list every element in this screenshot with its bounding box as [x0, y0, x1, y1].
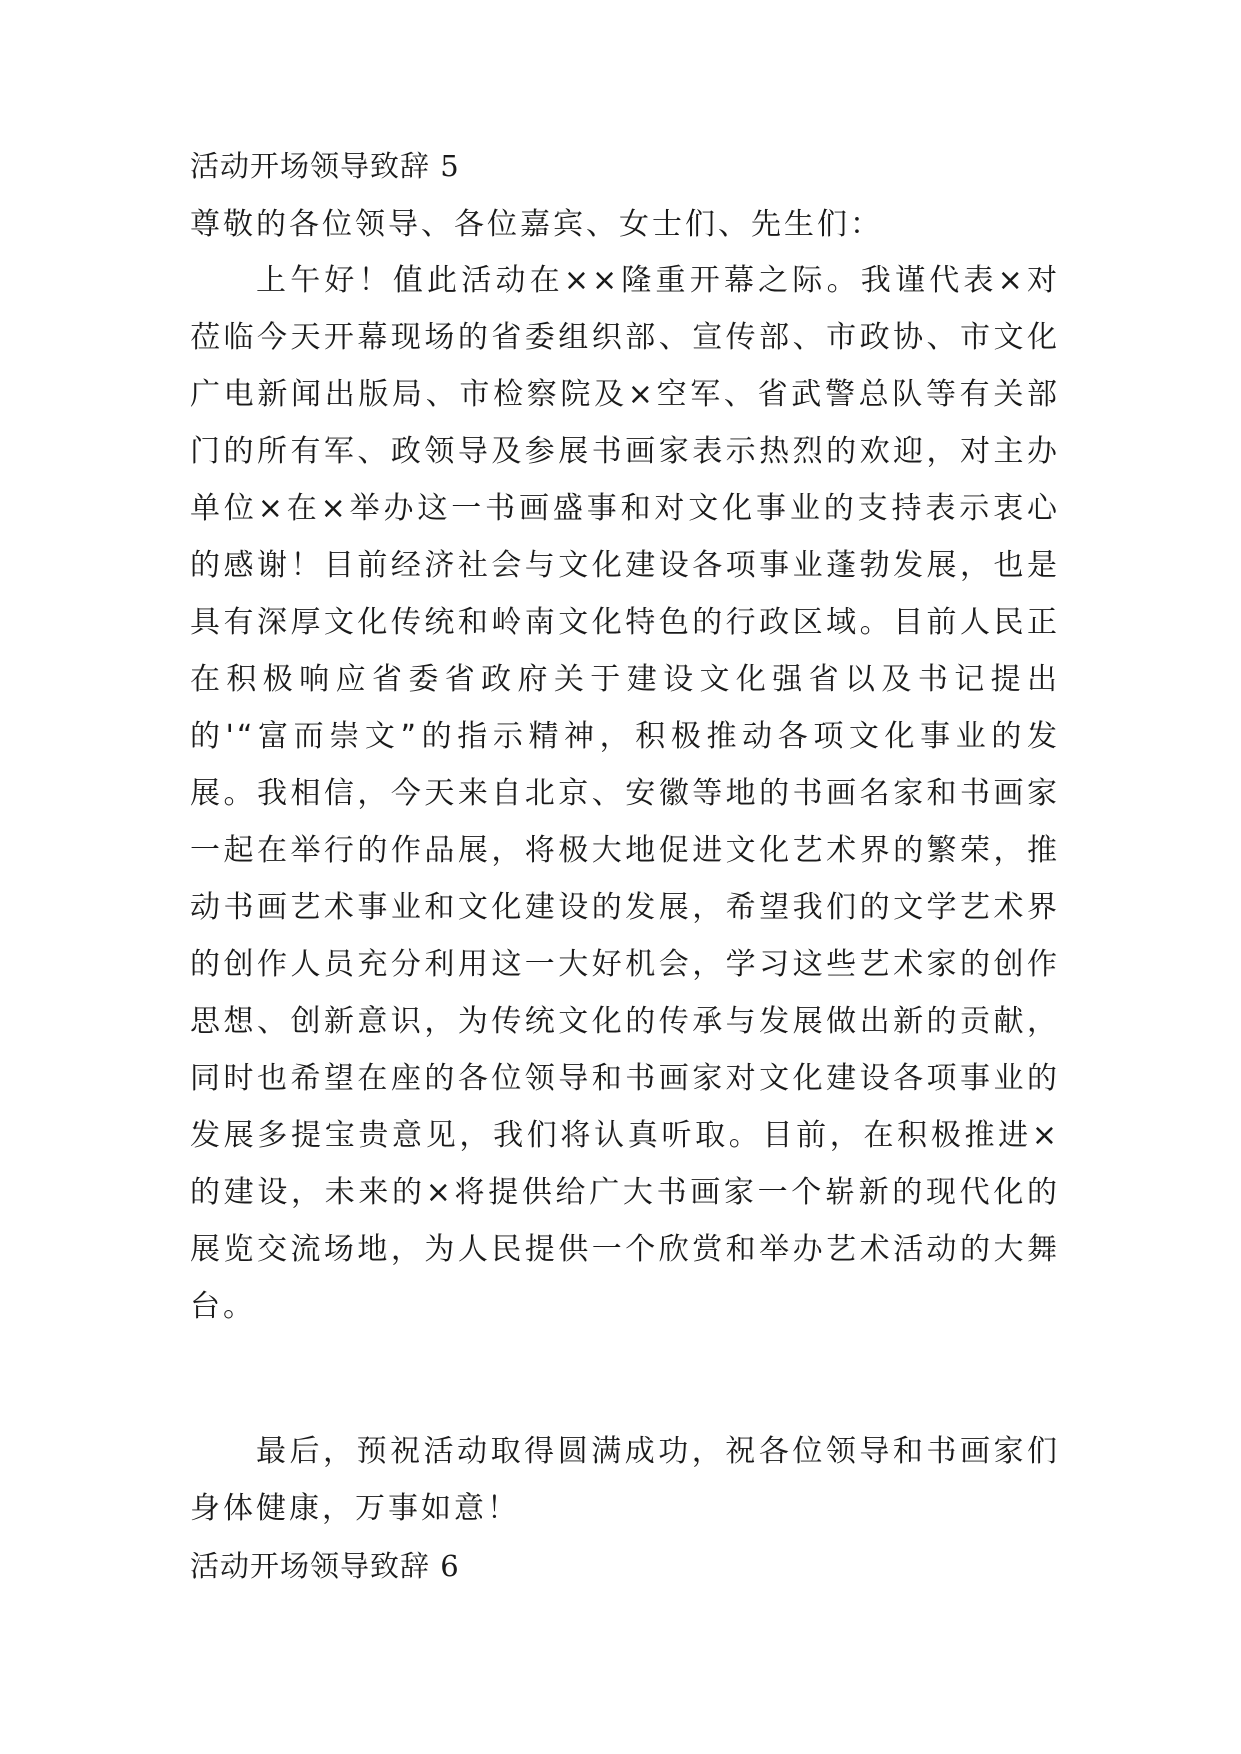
body-paragraph-2: 最后，预祝活动取得圆满成功，祝各位领导和书画家们身体健康，万事如意！: [190, 1434, 1060, 1526]
salutation: 尊敬的各位领导、各位嘉宾、女士们、先生们：: [190, 207, 883, 242]
section-heading-6: 活动开场领导致辞 6: [190, 1549, 460, 1583]
body-paragraph-1: 上午好！值此活动在××隆重开幕之际。我谨代表×对莅临今天开幕现场的省委组织部、宣传部、市政协、市文化广电新闻出版局、市检察院及×空军、省武警总队等有关部门的所有军、政领导及参展书画家表示热烈的欢迎，对主办单位×在×举办这一书画盛事和对文化事业的支持表示衷心的感谢！目前经济社会与文化建设各项事业蓬勃发展，也是具有深厚文化传统和岭南文化特色的行政区域。目前人民正在积极响应省委省政府关于建设文化强省以及书记提出的'“富而崇文”的指示精神，积极推动各项文化事业的发展。我相信，今天来自北京、安徽等地的书画名家和书画家一起在举行的作品展，将极大地促进文化艺术界的繁荣，推动书画艺术事业和文化建设的发展，希望我们的文学艺术界的创作人员充分利用这一大好机会，学习这些艺术家的创作思想、创新意识，为传统文化的传承与发展做出新的贡献，同时也希望在座的各位领导和书画家对文化建设各项事业的发展多提宝贵意见，我们将认真听取。目前，在积极推进×的建设，未来的×将提供给广大书画家一个崭新的现代化的展览交流场地，为人民提供一个欣赏和举办艺术活动的大舞台。: [190, 263, 1060, 1324]
section-heading-5: 活动开场领导致辞 5: [190, 149, 460, 183]
